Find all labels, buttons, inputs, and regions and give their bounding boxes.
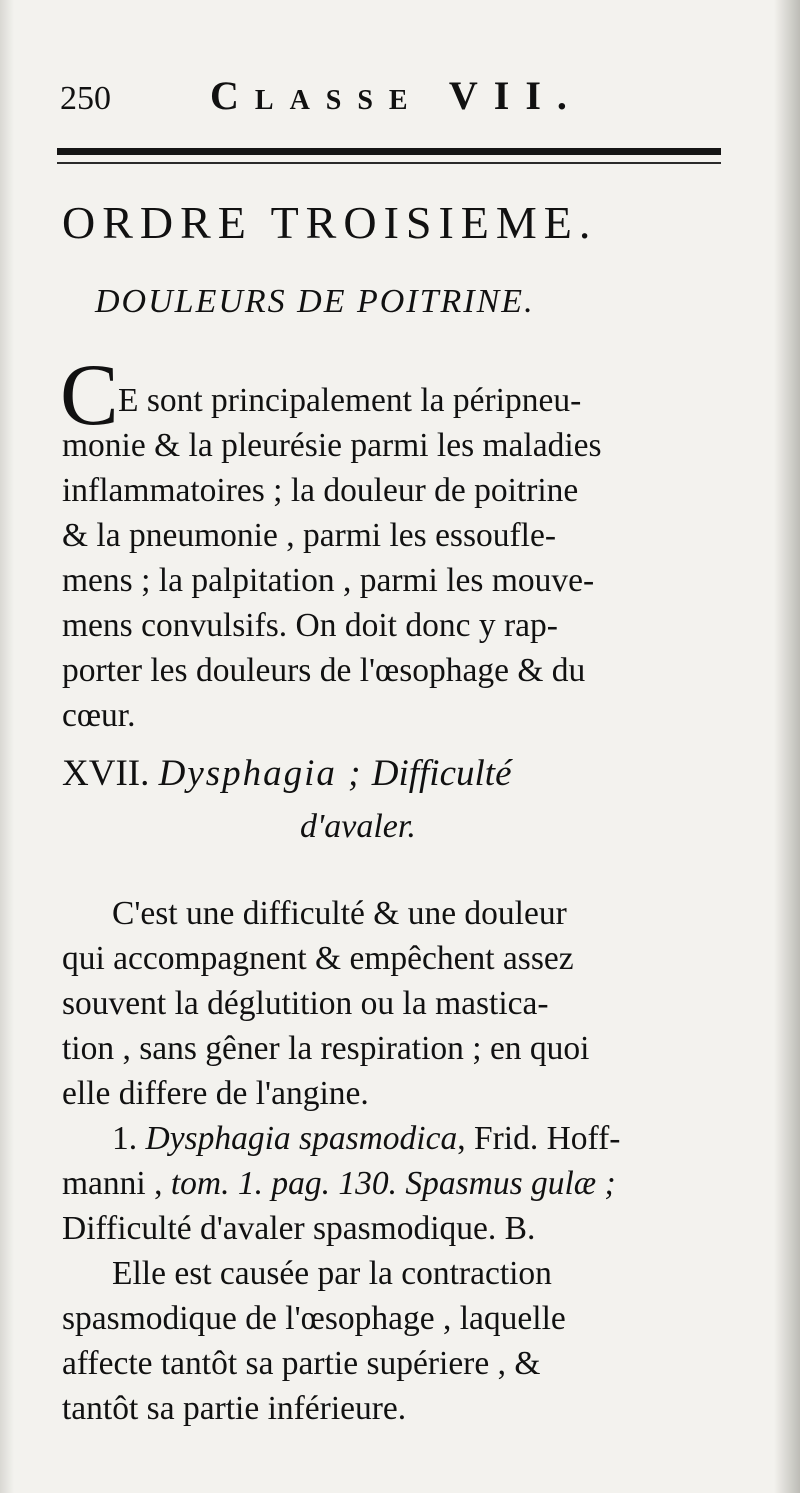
species-synonym: Spasmus gulæ ; bbox=[405, 1165, 616, 1202]
header-rule-thick bbox=[57, 148, 721, 155]
entry-description-line: souvent la déglutition ou la mastica- bbox=[62, 985, 549, 1022]
entry-description-line: elle differe de l'angine. bbox=[62, 1075, 369, 1112]
entry-description-line: qui accompagnent & empêchent assez bbox=[62, 940, 574, 977]
entry-french-name: Difficulté bbox=[371, 753, 512, 794]
intro-line: porter les douleurs de l'œsophage & du bbox=[62, 652, 586, 689]
species-text-line: tantôt sa partie inférieure. bbox=[62, 1390, 407, 1427]
header-rule-thin bbox=[57, 162, 721, 164]
entry-french-name-cont: d'avaler. bbox=[300, 808, 416, 845]
intro-line: inflammatoires ; la douleur de poitrine bbox=[62, 472, 579, 509]
intro-line: mens convulsifs. On doit donc y rap- bbox=[62, 607, 558, 644]
page-header bbox=[60, 70, 730, 126]
species-french-name: Difficulté d'avaler spasmodique. B. bbox=[62, 1210, 536, 1247]
entry-description-line: tion , sans gêner la respiration ; en quoi bbox=[62, 1030, 590, 1067]
intro-line: mens ; la palpitation , parmi les mouve- bbox=[62, 562, 595, 599]
species-author: , Frid. Hoff- bbox=[457, 1120, 621, 1157]
page-right-edge bbox=[774, 0, 800, 1493]
species-author-cont: manni , bbox=[62, 1165, 163, 1202]
intro-line: E sont principalement la péripneu- bbox=[118, 382, 582, 419]
running-head: Classe VII. bbox=[210, 73, 583, 118]
species-text-line: Elle est causée par la contraction bbox=[112, 1255, 552, 1292]
entry-title bbox=[62, 752, 512, 795]
intro-line: cœur. bbox=[62, 697, 136, 734]
species-text-line: spasmodique de l'œsophage , laquelle bbox=[62, 1300, 566, 1337]
species-heading bbox=[112, 1118, 620, 1160]
intro-line: monie & la pleurésie parmi les maladies bbox=[62, 427, 602, 464]
section-title: DOULEURS DE POITRINE. bbox=[95, 283, 535, 320]
page-left-edge bbox=[0, 0, 14, 1493]
order-title: ORDRE TROISIEME. bbox=[62, 197, 598, 248]
species-reference: tom. 1. pag. 130. bbox=[170, 1165, 397, 1202]
species-text-line: affecte tantôt sa partie supériere , & bbox=[62, 1345, 541, 1382]
species-reference-line bbox=[62, 1163, 616, 1205]
page-number: 250 bbox=[60, 80, 111, 117]
species-number: 1. bbox=[112, 1120, 138, 1157]
drop-cap: C bbox=[60, 347, 119, 444]
entry-latin-name: Dysphagia ; bbox=[158, 753, 363, 794]
intro-line: & la pneumonie , parmi les essoufle- bbox=[62, 517, 556, 554]
entry-description-line: C'est une difficulté & une douleur bbox=[112, 895, 567, 932]
species-latin-name: Dysphagia spasmodica bbox=[145, 1120, 458, 1157]
entry-numeral: XVII. bbox=[62, 753, 150, 794]
